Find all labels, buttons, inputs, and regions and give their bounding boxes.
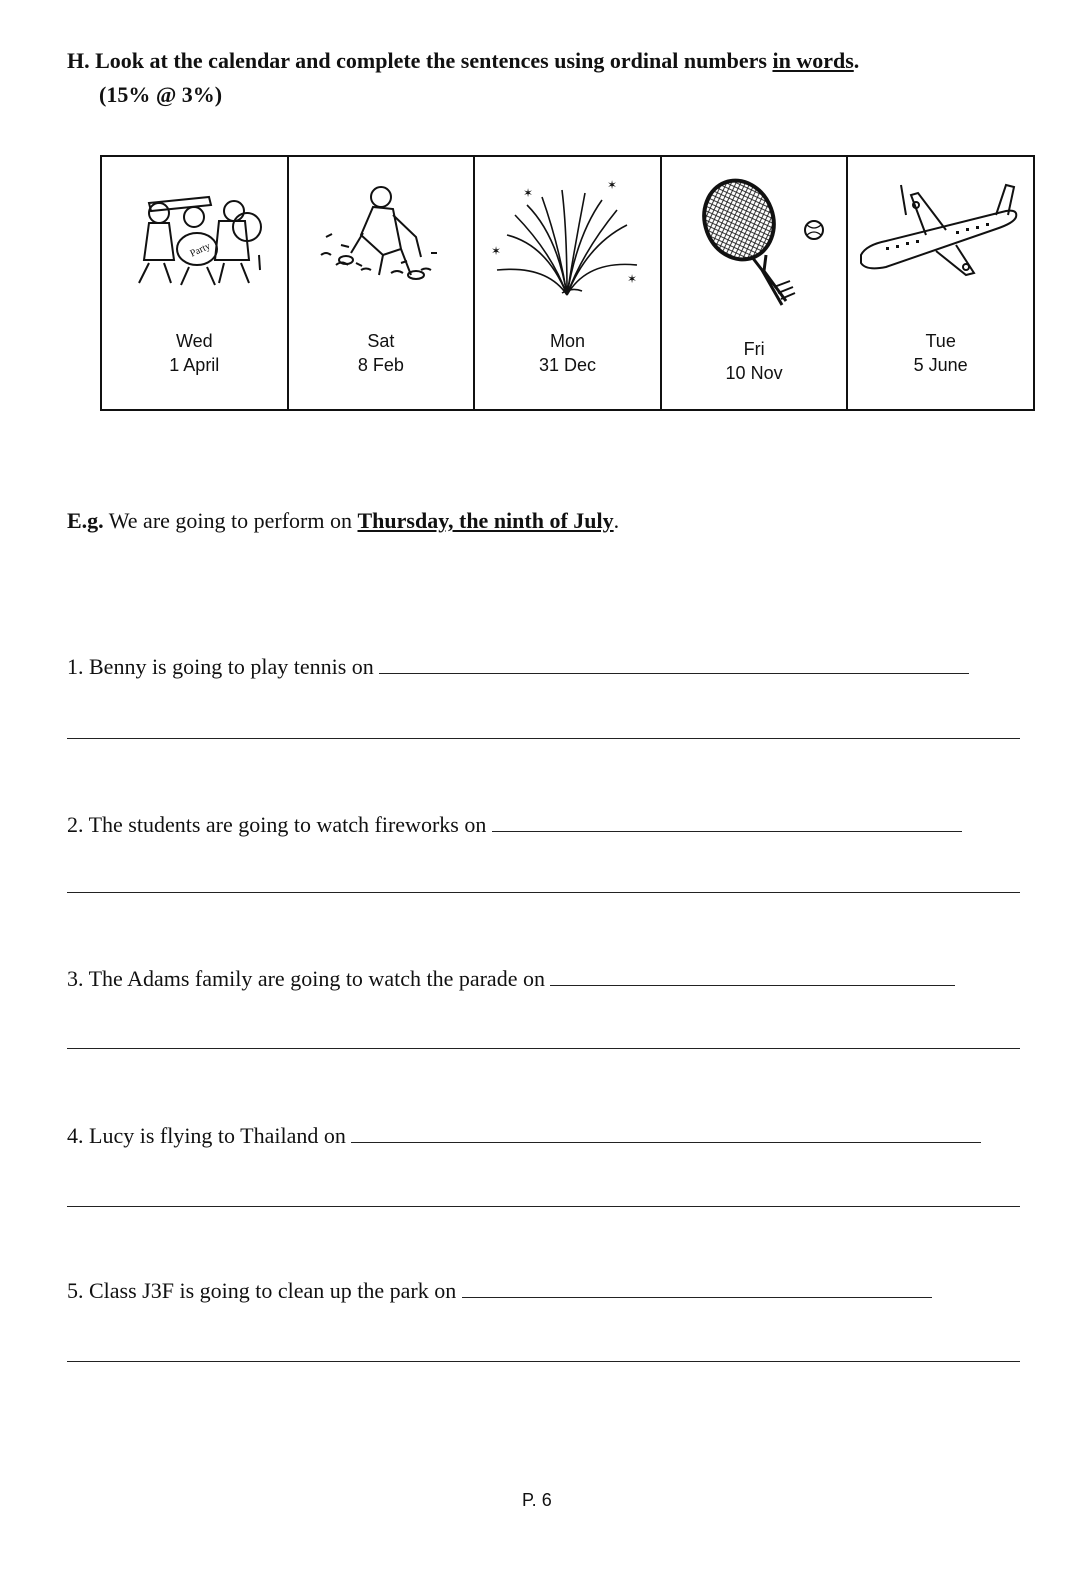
answer-blank-5b[interactable] <box>67 1361 1020 1362</box>
fireworks-icon <box>487 175 647 305</box>
airplane-icon <box>856 175 1026 295</box>
answer-blank-1a[interactable] <box>379 672 969 674</box>
in-words-emphasis: in words <box>772 48 854 73</box>
svg-text:✶: ✶ <box>491 244 502 258</box>
calendar-cell <box>662 157 849 409</box>
answer-blank-3b[interactable] <box>67 1048 1020 1049</box>
calendar-cell <box>289 157 476 409</box>
answer-blank-2b[interactable] <box>67 892 1020 893</box>
question-1: 1. Benny is going to play tennis on <box>67 654 969 680</box>
answer-blank-4a[interactable] <box>351 1141 981 1143</box>
calendar-date: Wed 1 April <box>169 331 220 375</box>
calendar-date: Sat 8 Feb <box>357 331 404 375</box>
question-3: 3. The Adams family are going to watch the parade on <box>67 966 955 992</box>
svg-text:✶: ✶ <box>627 272 638 286</box>
example-answer: Thursday, the ninth of July <box>357 508 614 533</box>
svg-text:✶: ✶ <box>607 178 618 192</box>
parade-band-icon <box>119 175 269 295</box>
answer-blank-2a[interactable] <box>492 830 962 832</box>
answer-blank-3a[interactable] <box>550 984 955 986</box>
tennis-racket-icon <box>674 175 834 315</box>
example-sentence: E.g. We are going to perform on Thursday, the ninth of July. <box>67 508 620 533</box>
marks-allocation: (15% @ 3%) <box>99 82 223 107</box>
instructions-text: Look at the calendar and complete the sentences using ordinal numbers <box>95 48 767 73</box>
calendar-cell <box>102 157 289 409</box>
question-4: 4. Lucy is flying to Thailand on <box>67 1123 981 1149</box>
calendar-cell <box>475 157 662 409</box>
svg-text:Party: Party <box>188 240 213 260</box>
calendar-date: Tue 5 June <box>913 331 968 375</box>
question-2: 2. The students are going to watch fireworks on <box>67 812 962 838</box>
calendar-date: Fri 10 Nov <box>725 339 783 383</box>
section-label: H. <box>67 48 90 73</box>
calendar-date: Mon 31 Dec <box>538 331 596 375</box>
answer-blank-5a[interactable] <box>462 1296 932 1298</box>
page-number: P. 6 <box>522 1490 552 1510</box>
answer-blank-4b[interactable] <box>67 1206 1020 1207</box>
svg-text:✶: ✶ <box>523 186 534 200</box>
cleaning-park-icon <box>301 175 461 295</box>
answer-blank-1b[interactable] <box>67 738 1020 739</box>
example-label: E.g. <box>67 508 104 533</box>
instructions-heading: H. Look at the calendar and complete the sentences using ordinal numbers in words. (15% @ 3%) <box>67 48 860 107</box>
calendar-table <box>100 155 1035 411</box>
calendar-cell <box>848 157 1033 409</box>
question-5: 5. Class J3F is going to clean up the park on <box>67 1278 932 1304</box>
